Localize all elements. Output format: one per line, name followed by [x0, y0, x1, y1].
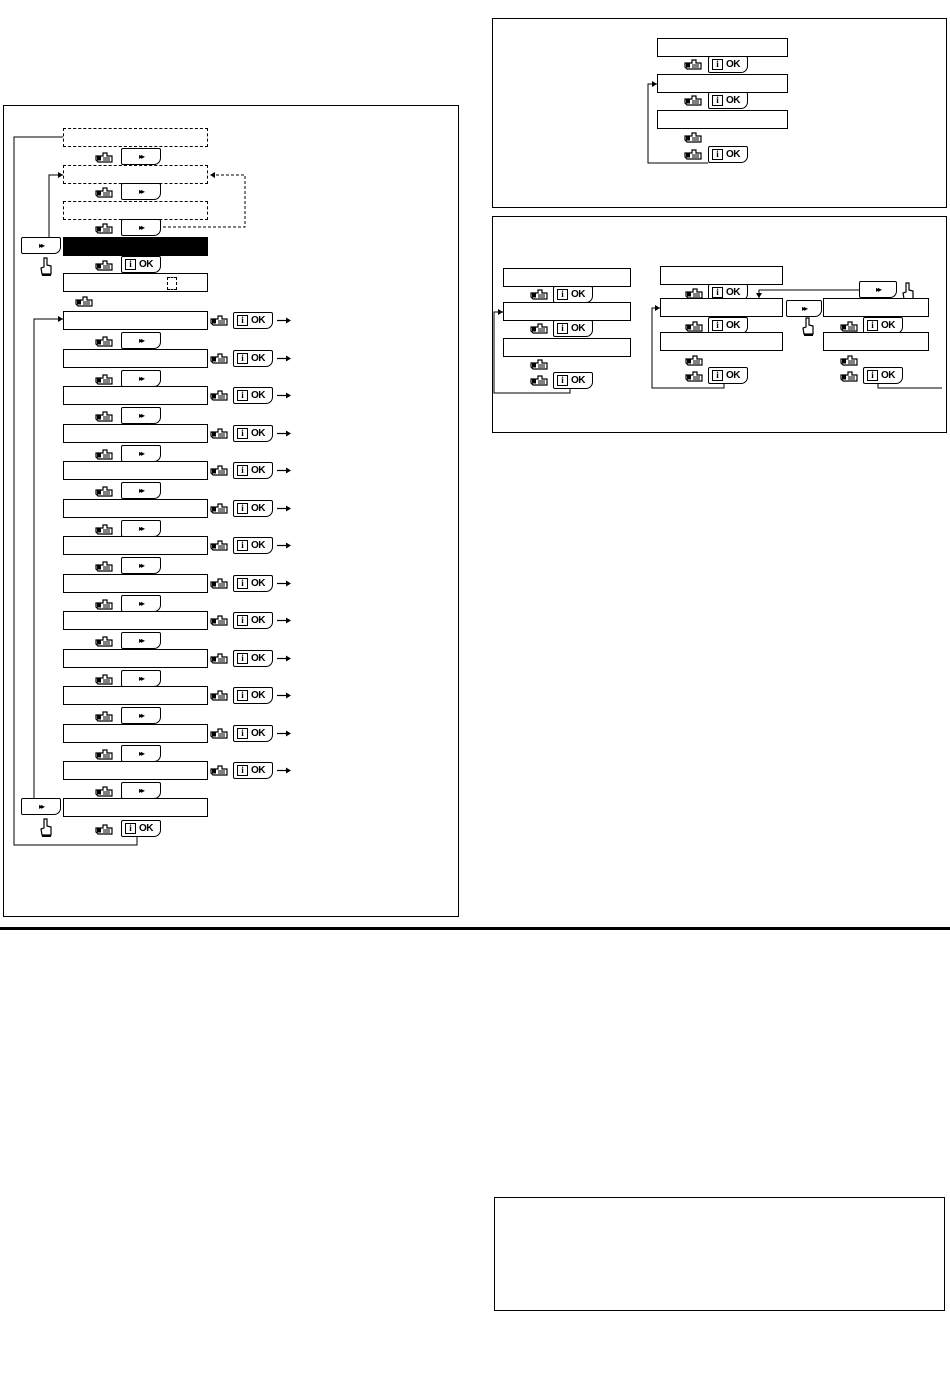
pointing-hand-icon: [684, 94, 702, 107]
fast-forward-icon: ▸▸: [138, 485, 144, 495]
info-icon: i: [237, 615, 248, 626]
ok-button[interactable]: [708, 367, 748, 384]
connector-line: [49, 175, 63, 244]
ok-button-label: OK: [251, 540, 265, 551]
ok-button-label: OK: [251, 315, 265, 326]
right-arrow-icon: [277, 317, 291, 324]
ok-button[interactable]: [708, 56, 748, 73]
pointing-hand-icon: [210, 427, 228, 440]
ok-button-label: OK: [251, 690, 265, 701]
pointing-hand-icon: [210, 464, 228, 477]
ok-button-label: OK: [251, 653, 265, 664]
ok-button-label: OK: [139, 823, 153, 834]
pointing-hand-icon: [684, 131, 702, 144]
info-icon: i: [125, 823, 136, 834]
info-icon: i: [237, 578, 248, 589]
fast-forward-icon: ▸▸: [138, 635, 144, 645]
hand-press-icon: [801, 317, 815, 337]
info-icon: i: [237, 315, 248, 326]
ok-button[interactable]: [121, 820, 161, 837]
hand-press-icon: [39, 818, 53, 838]
fast-forward-icon: ▸▸: [138, 598, 144, 608]
ok-button[interactable]: [233, 725, 273, 742]
pointing-hand-icon: [210, 502, 228, 515]
right-arrow-icon: [277, 692, 291, 699]
fast-forward-icon: ▸▸: [138, 748, 144, 758]
menu-item-screen: [63, 536, 208, 555]
pointing-hand-icon: [95, 785, 113, 798]
right-arrow-icon: [277, 542, 291, 549]
ok-button[interactable]: [553, 320, 593, 337]
fast-forward-icon: ▸▸: [138, 373, 144, 383]
info-icon: i: [237, 540, 248, 551]
lcd-screen: [657, 74, 788, 93]
pointing-hand-icon: [210, 352, 228, 365]
ok-button-label: OK: [251, 765, 265, 776]
ok-button-label: OK: [251, 390, 265, 401]
ok-button[interactable]: [233, 312, 273, 329]
ok-button-label: OK: [251, 503, 265, 514]
next-button[interactable]: [121, 595, 161, 612]
pointing-hand-icon: [210, 577, 228, 590]
ok-button[interactable]: [121, 256, 161, 273]
fast-forward-icon: ▸▸: [875, 284, 881, 294]
pointing-hand-icon: [95, 823, 113, 836]
right-arrow-icon: [277, 767, 291, 774]
info-icon: i: [557, 289, 568, 300]
info-icon: i: [237, 765, 248, 776]
ok-button-label: OK: [726, 370, 740, 381]
info-icon: i: [557, 323, 568, 334]
next-button[interactable]: [121, 370, 161, 387]
next-button[interactable]: [121, 482, 161, 499]
info-icon: i: [557, 375, 568, 386]
right-arrow-icon: [277, 730, 291, 737]
ok-button-label: OK: [726, 320, 740, 331]
fast-forward-icon: ▸▸: [138, 523, 144, 533]
pointing-hand-icon: [210, 764, 228, 777]
checkbox-placeholder: [167, 277, 177, 290]
pointing-hand-icon: [95, 186, 113, 199]
ok-button-label: OK: [726, 149, 740, 160]
next-button[interactable]: [121, 707, 161, 724]
lcd-screen: [657, 38, 788, 57]
menu-item-screen: [63, 686, 208, 705]
info-icon: i: [237, 653, 248, 664]
ok-button[interactable]: [233, 387, 273, 404]
right-arrow-icon: [277, 430, 291, 437]
pointing-hand-icon: [95, 485, 113, 498]
next-button[interactable]: [121, 219, 161, 236]
ok-button-label: OK: [251, 428, 265, 439]
info-icon: i: [712, 287, 723, 298]
ok-button[interactable]: [553, 286, 593, 303]
lcd-screen: [503, 268, 631, 287]
menu-item-screen: [63, 611, 208, 630]
pointing-hand-icon: [840, 354, 858, 367]
dashed-screen: [63, 165, 208, 184]
fast-forward-icon: ▸▸: [138, 448, 144, 458]
ok-button[interactable]: [233, 575, 273, 592]
dashed-screen: [63, 201, 208, 220]
lcd-screen: [660, 298, 783, 317]
next-button[interactable]: [121, 148, 161, 165]
fast-forward-icon: ▸▸: [138, 785, 144, 795]
right-arrow-icon: [277, 467, 291, 474]
ok-button-label: OK: [251, 615, 265, 626]
ok-button[interactable]: [708, 146, 748, 163]
pointing-hand-icon: [95, 635, 113, 648]
right-arrow-icon: [277, 580, 291, 587]
ok-button-label: OK: [139, 259, 153, 270]
ok-button-label: OK: [726, 95, 740, 106]
info-icon: i: [867, 370, 878, 381]
pointing-hand-icon: [95, 373, 113, 386]
next-button[interactable]: [121, 670, 161, 687]
pointing-hand-icon: [95, 410, 113, 423]
pointing-hand-icon: [210, 689, 228, 702]
ok-button-label: OK: [571, 323, 585, 334]
fast-forward-icon: ▸▸: [38, 240, 44, 250]
menu-item-screen: [63, 724, 208, 743]
connector-line: [878, 384, 942, 388]
pointing-hand-icon: [210, 314, 228, 327]
ok-button-label: OK: [251, 353, 265, 364]
menu-item-screen: [63, 574, 208, 593]
next-button[interactable]: [21, 798, 61, 815]
pointing-hand-icon: [685, 370, 703, 383]
info-icon: i: [712, 320, 723, 331]
info-icon: i: [237, 503, 248, 514]
info-icon: i: [712, 59, 723, 70]
menu-item-screen: [63, 761, 208, 780]
pointing-hand-icon: [684, 148, 702, 161]
next-button[interactable]: [786, 300, 822, 317]
ok-button-label: OK: [881, 320, 895, 331]
fast-forward-icon: ▸▸: [138, 673, 144, 683]
pointing-hand-icon: [95, 673, 113, 686]
pointing-hand-icon: [210, 727, 228, 740]
ok-button[interactable]: [233, 612, 273, 629]
pointing-hand-icon: [530, 358, 548, 371]
info-icon: i: [237, 390, 248, 401]
next-button[interactable]: [121, 557, 161, 574]
pointing-hand-icon: [95, 259, 113, 272]
next-button[interactable]: [121, 183, 161, 200]
pointing-hand-icon: [95, 710, 113, 723]
info-icon: i: [125, 259, 136, 270]
pointing-hand-icon: [530, 374, 548, 387]
fast-forward-icon: ▸▸: [138, 560, 144, 570]
connector-line: [34, 319, 63, 806]
next-button[interactable]: [121, 632, 161, 649]
next-button[interactable]: [121, 520, 161, 537]
pointing-hand-icon: [95, 598, 113, 611]
pointing-hand-icon: [530, 322, 548, 335]
fast-forward-icon: ▸▸: [801, 303, 807, 313]
pointing-hand-icon: [95, 448, 113, 461]
info-icon: i: [237, 428, 248, 439]
right-arrow-icon: [277, 355, 291, 362]
ok-button[interactable]: [233, 350, 273, 367]
pointing-hand-icon: [840, 370, 858, 383]
lcd-screen: [823, 332, 929, 351]
lcd-screen: [503, 302, 631, 321]
lcd-screen: [823, 298, 929, 317]
lcd-screen: [657, 110, 788, 129]
info-icon: i: [237, 465, 248, 476]
next-button[interactable]: [859, 281, 897, 298]
menu-item-screen: [63, 386, 208, 405]
fast-forward-icon: ▸▸: [138, 410, 144, 420]
next-button[interactable]: [21, 237, 61, 254]
fast-forward-icon: ▸▸: [138, 335, 144, 345]
dashed-screen: [63, 128, 208, 147]
menu-item-screen: [63, 424, 208, 443]
ok-button-label: OK: [251, 578, 265, 589]
ok-button[interactable]: [233, 462, 273, 479]
fast-forward-icon: ▸▸: [38, 801, 44, 811]
ok-button-label: OK: [571, 289, 585, 300]
ok-button-label: OK: [251, 465, 265, 476]
next-button[interactable]: [121, 407, 161, 424]
fast-forward-icon: ▸▸: [138, 186, 144, 196]
ok-button[interactable]: [233, 537, 273, 554]
pointing-hand-icon: [95, 151, 113, 164]
info-icon: i: [237, 353, 248, 364]
menu-item-screen: [63, 311, 208, 330]
pointing-hand-icon: [684, 58, 702, 71]
ok-button-label: OK: [571, 375, 585, 386]
menu-item-screen: [63, 349, 208, 368]
pointing-hand-icon: [210, 652, 228, 665]
lcd-screen: [660, 332, 783, 351]
info-icon: i: [237, 728, 248, 739]
ok-button-label: OK: [726, 287, 740, 298]
arrowhead: [210, 172, 215, 178]
ok-button[interactable]: [553, 372, 593, 389]
menu-item-screen: [63, 499, 208, 518]
selection-screen: [63, 273, 208, 292]
ok-button[interactable]: [233, 650, 273, 667]
pointing-hand-icon: [685, 354, 703, 367]
ok-button-label: OK: [726, 59, 740, 70]
info-icon: i: [712, 149, 723, 160]
right-arrow-icon: [277, 617, 291, 624]
fast-forward-icon: ▸▸: [138, 151, 144, 161]
fast-forward-icon: ▸▸: [138, 222, 144, 232]
ok-button[interactable]: [233, 425, 273, 442]
info-icon: i: [712, 95, 723, 106]
pointing-hand-icon: [95, 222, 113, 235]
pointing-hand-icon: [95, 335, 113, 348]
menu-item-screen: [63, 461, 208, 480]
hand-press-icon: [39, 257, 53, 277]
connector-line: [759, 290, 859, 298]
pointing-hand-icon: [95, 523, 113, 536]
active-screen: [63, 237, 208, 256]
ok-button[interactable]: [233, 500, 273, 517]
pointing-hand-icon: [530, 288, 548, 301]
info-icon: i: [867, 320, 878, 331]
info-icon: i: [712, 370, 723, 381]
pointing-hand-icon: [210, 389, 228, 402]
menu-item-screen: [63, 798, 208, 817]
ok-button-label: OK: [251, 728, 265, 739]
pointing-hand-icon: [210, 614, 228, 627]
next-button[interactable]: [121, 445, 161, 462]
next-button[interactable]: [121, 745, 161, 762]
pointing-hand-icon: [210, 539, 228, 552]
ok-button[interactable]: [708, 92, 748, 109]
ok-button[interactable]: [863, 367, 903, 384]
ok-button[interactable]: [233, 762, 273, 779]
pointing-hand-icon: [95, 560, 113, 573]
ok-button-label: OK: [881, 370, 895, 381]
pointing-hand-icon: [95, 748, 113, 761]
lcd-screen: [503, 338, 631, 357]
right-arrow-icon: [277, 655, 291, 662]
fast-forward-icon: ▸▸: [138, 710, 144, 720]
info-icon: i: [237, 690, 248, 701]
right-arrow-icon: [277, 505, 291, 512]
ok-button[interactable]: [233, 687, 273, 704]
right-arrow-icon: [277, 392, 291, 399]
menu-item-screen: [63, 649, 208, 668]
lcd-screen: [660, 266, 783, 285]
pointing-hand-icon: [75, 295, 93, 308]
next-button[interactable]: [121, 332, 161, 349]
next-button[interactable]: [121, 782, 161, 799]
